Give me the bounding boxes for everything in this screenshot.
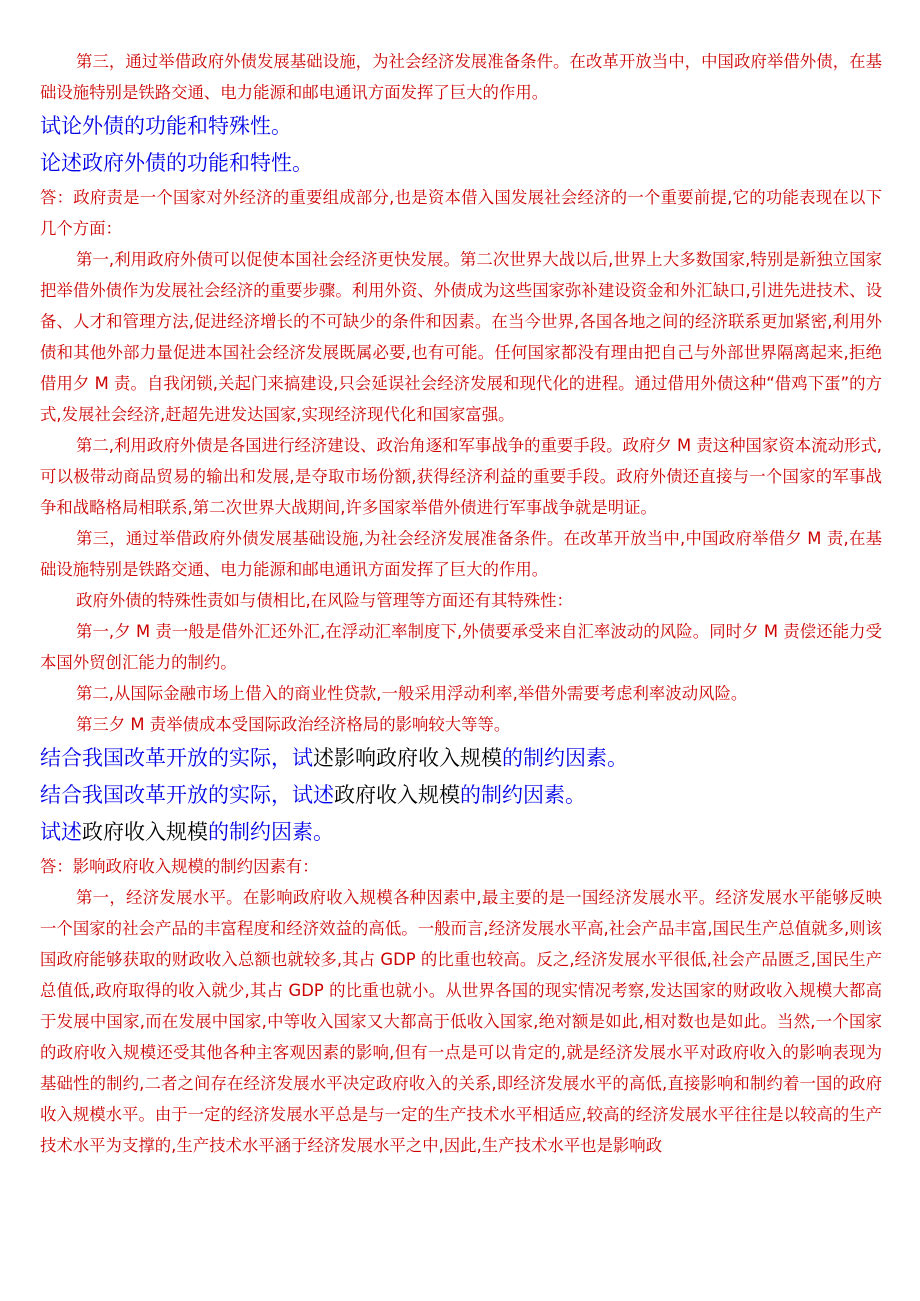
answer-paragraph-2: 第二,利用政府外债是各国进行经济建设、政治角逐和军事战争的重要手段。政府夕 M 责这种国家资本流动形式,可以极带动商品贸易的输出和发展,是夺取市场份额,获得经济利益的重要手段。政府外债还直接与一个国家的军事战争和战略格局相联系,第二次世界大战期间,许多国家举借外债进行军事战争就是明证。 [40,436,882,517]
answer-paragraph-4: 政府外债的特殊性责如与债相比,在风险与管理等方面还有其特殊性： [76,591,573,610]
heading-revenue-constraints [40,814,882,851]
heading-text-part: 政府收入规模 [334,783,460,807]
heading-text-part: 述影响政府收入规模 [313,746,502,770]
heading-text: 论述政府外债的功能和特性。 [40,151,313,175]
heading-text-part: 结合我国改革开放的实际，试述 [40,783,334,807]
heading-revenue-reform [40,740,882,777]
heading-foreign-debt-function [40,108,882,145]
answer-paragraph-economic-level: 第一，经济发展水平。在影响政府收入规模各种因素中,最主要的是一国经济发展水平。经济发展水平能够反映一个国家的社会产品的丰富程度和经济效益的高低。一般而言,经济发展水平高,社会产品丰富,国民生产总值就多,则该国政府能够获取的财政收入总额也就较多,其占 GDP 的比重也较高。反之,经济发展水平很低,社会产品匮乏,国民生产总值低,政府取得的收入就少,其占 GDP 的比重也就小。从世界各国的现实情况考察,发达国家的财政收入规模大都高于发展中国家,而在发展中国家,中等收入国家又大都高于低收入国家,绝对额是如此,相对数也是如此。当然,一个国家的政府收入规模还受其他各种主客观因素的影响,但有一点是可以肯定的,就是经济发展水平对政府收入的影响表现为基础性的制约,二者之间存在经济发展水平决定政府收入的关系,即经济发展水平的高低,直接影响和制约着一国的政府收入规模水平。由于一定的经济发展水平总是与一定的生产技术水平相适应,较高的经济发展水平往往是以较高的生产技术水平为支撑的,生产技术水平涵于经济发展水平之中,因此,生产技术水平也是影响政 [40,888,882,1155]
answer-paragraph-7: 第三夕 M 责举债成本受国际政治经济格局的影响较大等等。 [76,715,511,734]
heading-government-debt-function [40,145,882,182]
heading-text-part: 的制约因素。 [502,746,628,770]
heading-text-part: 的制约因素。 [460,783,586,807]
heading-revenue-reform-2 [40,777,882,814]
heading-text-part: 的制约因素。 [208,820,334,844]
heading-text: 试论外债的功能和特殊性。 [40,114,292,138]
answer-paragraph-6: 第二,从国际金融市场上借入的商业性贷款,一般采用浮动利率,举借外需要考虑利率波动风险。 [76,684,748,703]
heading-text-part: 政府收入规模 [82,820,208,844]
answer-paragraph-1: 第一,利用政府外债可以促使本国社会经济更快发展。第二次世界大战以后,世界上大多数国家,特别是新独立国家把举借外债作为发展社会经济的重要步骤。利用外资、外债成为这些国家弥补建设资金和外汇缺口,引进先进技术、设备、人才和管理方法,促进经济增长的不可缺少的条件和因素。在当今世界,各国各地之间的经济联系更加紧密,利用外债和其他外部力量促进本国社会经济发展既属必要,也有可能。任何国家都没有理由把自己与外部世界隔离起来,拒绝借用夕 M 责。自我闭锁,关起门来搞建设,只会延误社会经济发展和现代化的进程。通过借用外债这种“借鸡下蛋”的方式,发展社会经济,赶超先进发达国家,实现经济现代化和国家富强。 [40,250,882,424]
heading-text-part: 结合我国改革开放的实际，试 [40,746,313,770]
answer-intro: 答：政府责是一个国家对外经济的重要组成部分,也是资本借入国发展社会经济的一个重要前提,它的功能表现在以下几个方面： [40,188,882,238]
answer-paragraph-5: 第一,夕 M 责一般是借外汇还外汇,在浮动汇率制度下,外债要承受来自汇率波动的风险。同时夕 M 责偿还能力受本国外贸创汇能力的制约。 [40,622,882,672]
page-content [40,46,882,1161]
paragraph-infrastructure: 第三，通过举借政府外债发展基础设施，为社会经济发展准备条件。在改革开放当中，中国政府举借外债，在基础设施特别是铁路交通、电力能源和邮电通讯方面发挥了巨大的作用。 [40,52,882,102]
answer-paragraph-3: 第三，通过举借政府外债发展基础设施,为社会经济发展准备条件。在改革开放当中,中国政府举借夕 M 责,在基础设施特别是铁路交通、电力能源和邮电通讯方面发挥了巨大的作用。 [40,529,882,579]
answer-intro: 答：影响政府收入规模的制约因素有： [40,857,319,876]
heading-text-part: 试述 [40,820,82,844]
